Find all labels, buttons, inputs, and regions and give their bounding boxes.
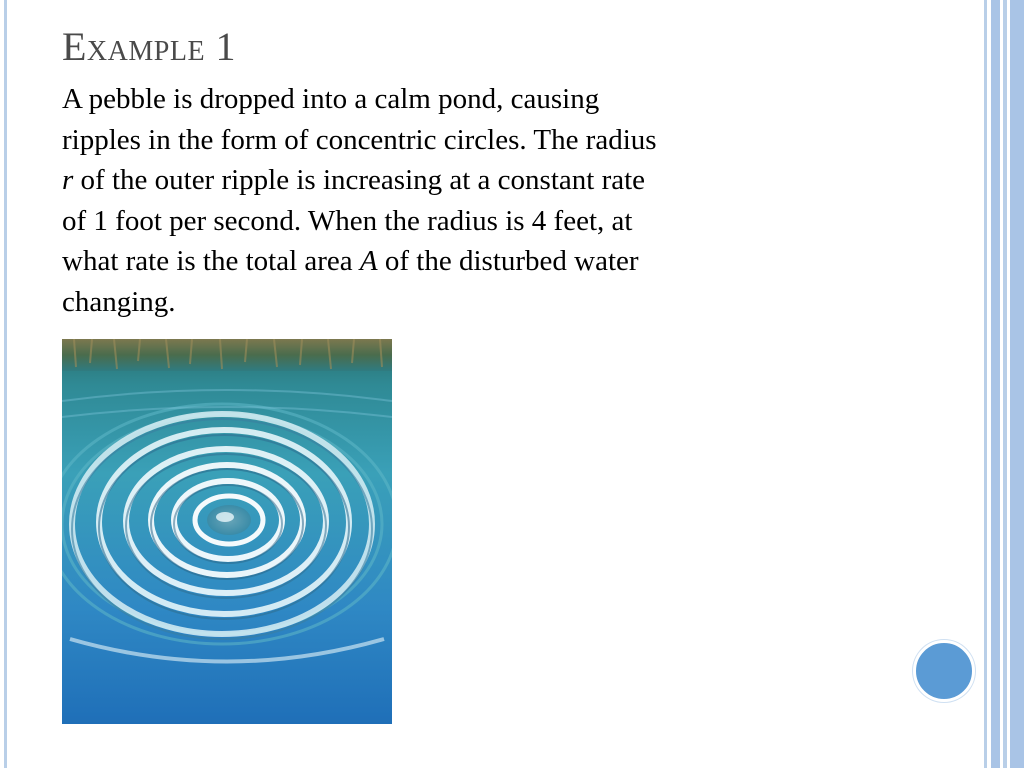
pond-ripples-photo bbox=[62, 339, 392, 724]
problem-line: changing. bbox=[62, 285, 176, 318]
variable-a: A bbox=[359, 245, 378, 277]
problem-statement bbox=[62, 79, 892, 322]
slide-title: Example 1 bbox=[62, 24, 237, 69]
ripple-image-svg bbox=[62, 339, 392, 724]
problem-line bbox=[62, 160, 892, 201]
decorative-circle-icon bbox=[913, 640, 975, 702]
problem-line-text: of the disturbed water bbox=[377, 245, 639, 277]
problem-line: A pebble is dropped into a calm pond, causing bbox=[62, 83, 600, 115]
stripe-gap bbox=[976, 0, 984, 768]
variable-r: r bbox=[62, 164, 74, 196]
problem-line-text: of the outer ripple is increasing at a constant rate bbox=[73, 164, 646, 196]
left-accent-rule bbox=[4, 0, 7, 768]
problem-line: ripples in the form of concentric circles. The radius bbox=[62, 123, 657, 156]
problem-line: of 1 foot per second. When the radius is 4 feet, at bbox=[62, 204, 633, 237]
right-stripe-decoration bbox=[976, 0, 1024, 768]
stripe bbox=[1010, 0, 1024, 768]
problem-line-text: what rate is the total area bbox=[62, 245, 360, 277]
problem-line bbox=[62, 241, 892, 282]
stripe bbox=[991, 0, 1000, 768]
